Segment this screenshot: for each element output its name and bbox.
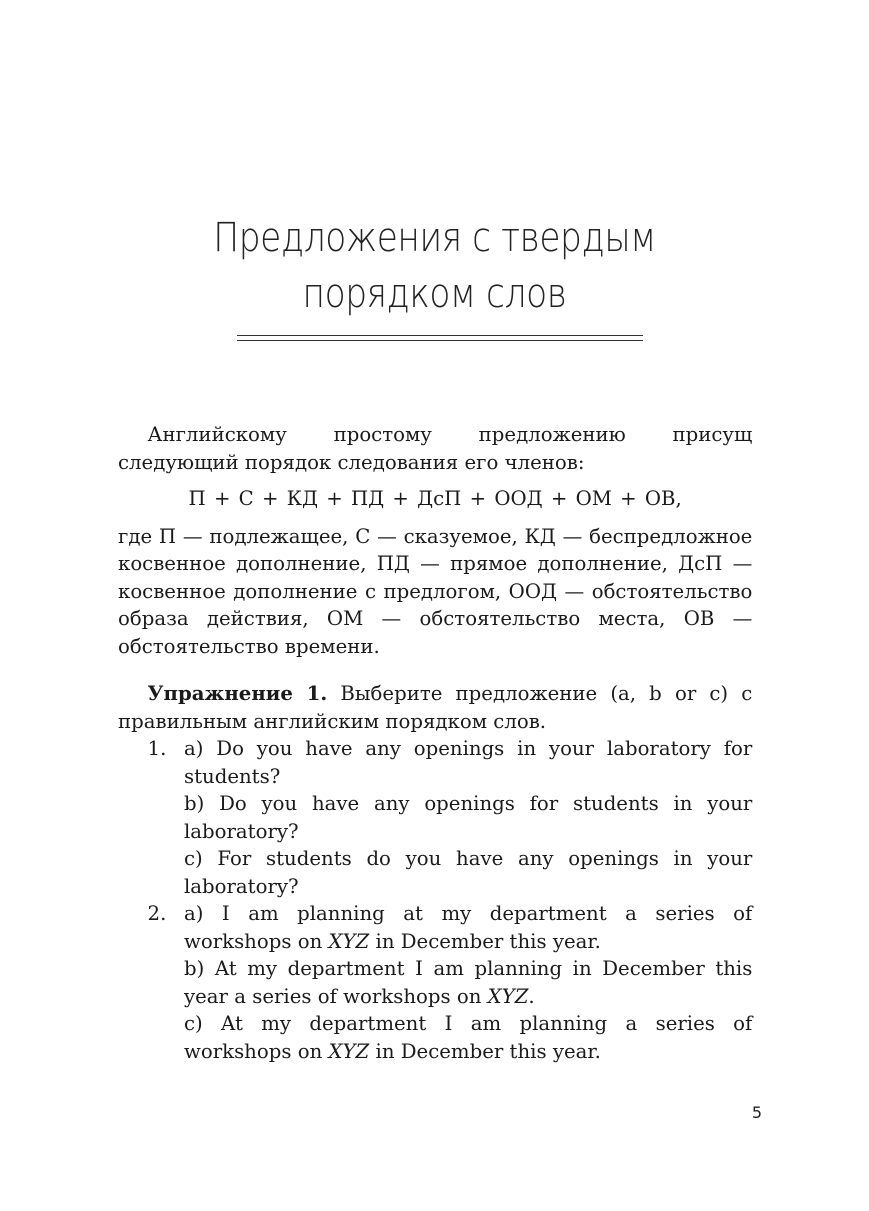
exercise-item — [118, 735, 752, 900]
title-divider-top — [237, 335, 643, 336]
chapter-title — [61, 210, 808, 322]
option-c: c) For students do you have any openings in your laboratory? — [183, 846, 753, 898]
intro-lead: Английскому простому предложению присущ следующий порядок следования его членов: — [118, 422, 753, 474]
option-b: b) At my department I am planning in December this year a series of workshops on XYZ. — [183, 956, 753, 1008]
exercise-instruction: Выберите предложение (a, b or c) с правильным английским порядком слов. — [118, 681, 753, 733]
option-a: a) I am planning at my department a series of workshops on XYZ in December this year. — [183, 901, 753, 953]
chapter-title-line-1: Предложения с твердым — [213, 215, 656, 261]
option-a: a) Do you have any openings in your laboratory for students? — [183, 736, 753, 788]
exercise-heading — [118, 680, 752, 735]
option-b: b) Do you have any openings for students in your laboratory? — [183, 791, 753, 843]
title-divider-bottom — [237, 340, 643, 341]
exercise-label: Упражнение 1. — [147, 681, 328, 705]
chapter-title-line-2: порядком слов — [302, 271, 567, 317]
intro-explanation: где П — подлежащее, С — сказуемое, КД — беспредложное косвенное дополнение, ПД — прямое дополнение, ДсП — косвенное дополнение с предлогом, ООД — обстоятельство образа действия, ОМ — обстоятельство места, ОВ — обстоятельство времени. — [118, 523, 753, 658]
option-c: c) At my department I am planning a series of workshops on XYZ in December this year. — [183, 1011, 753, 1063]
page-number: 5 — [751, 1103, 762, 1122]
exercise-item — [118, 900, 752, 1065]
item-number: 2. — [147, 901, 167, 925]
word-order-formula: П + С + КД + ПД + ДсП + ООД + ОМ + ОВ, — [188, 486, 682, 510]
intro-section — [118, 421, 752, 1065]
item-number: 1. — [147, 736, 167, 760]
